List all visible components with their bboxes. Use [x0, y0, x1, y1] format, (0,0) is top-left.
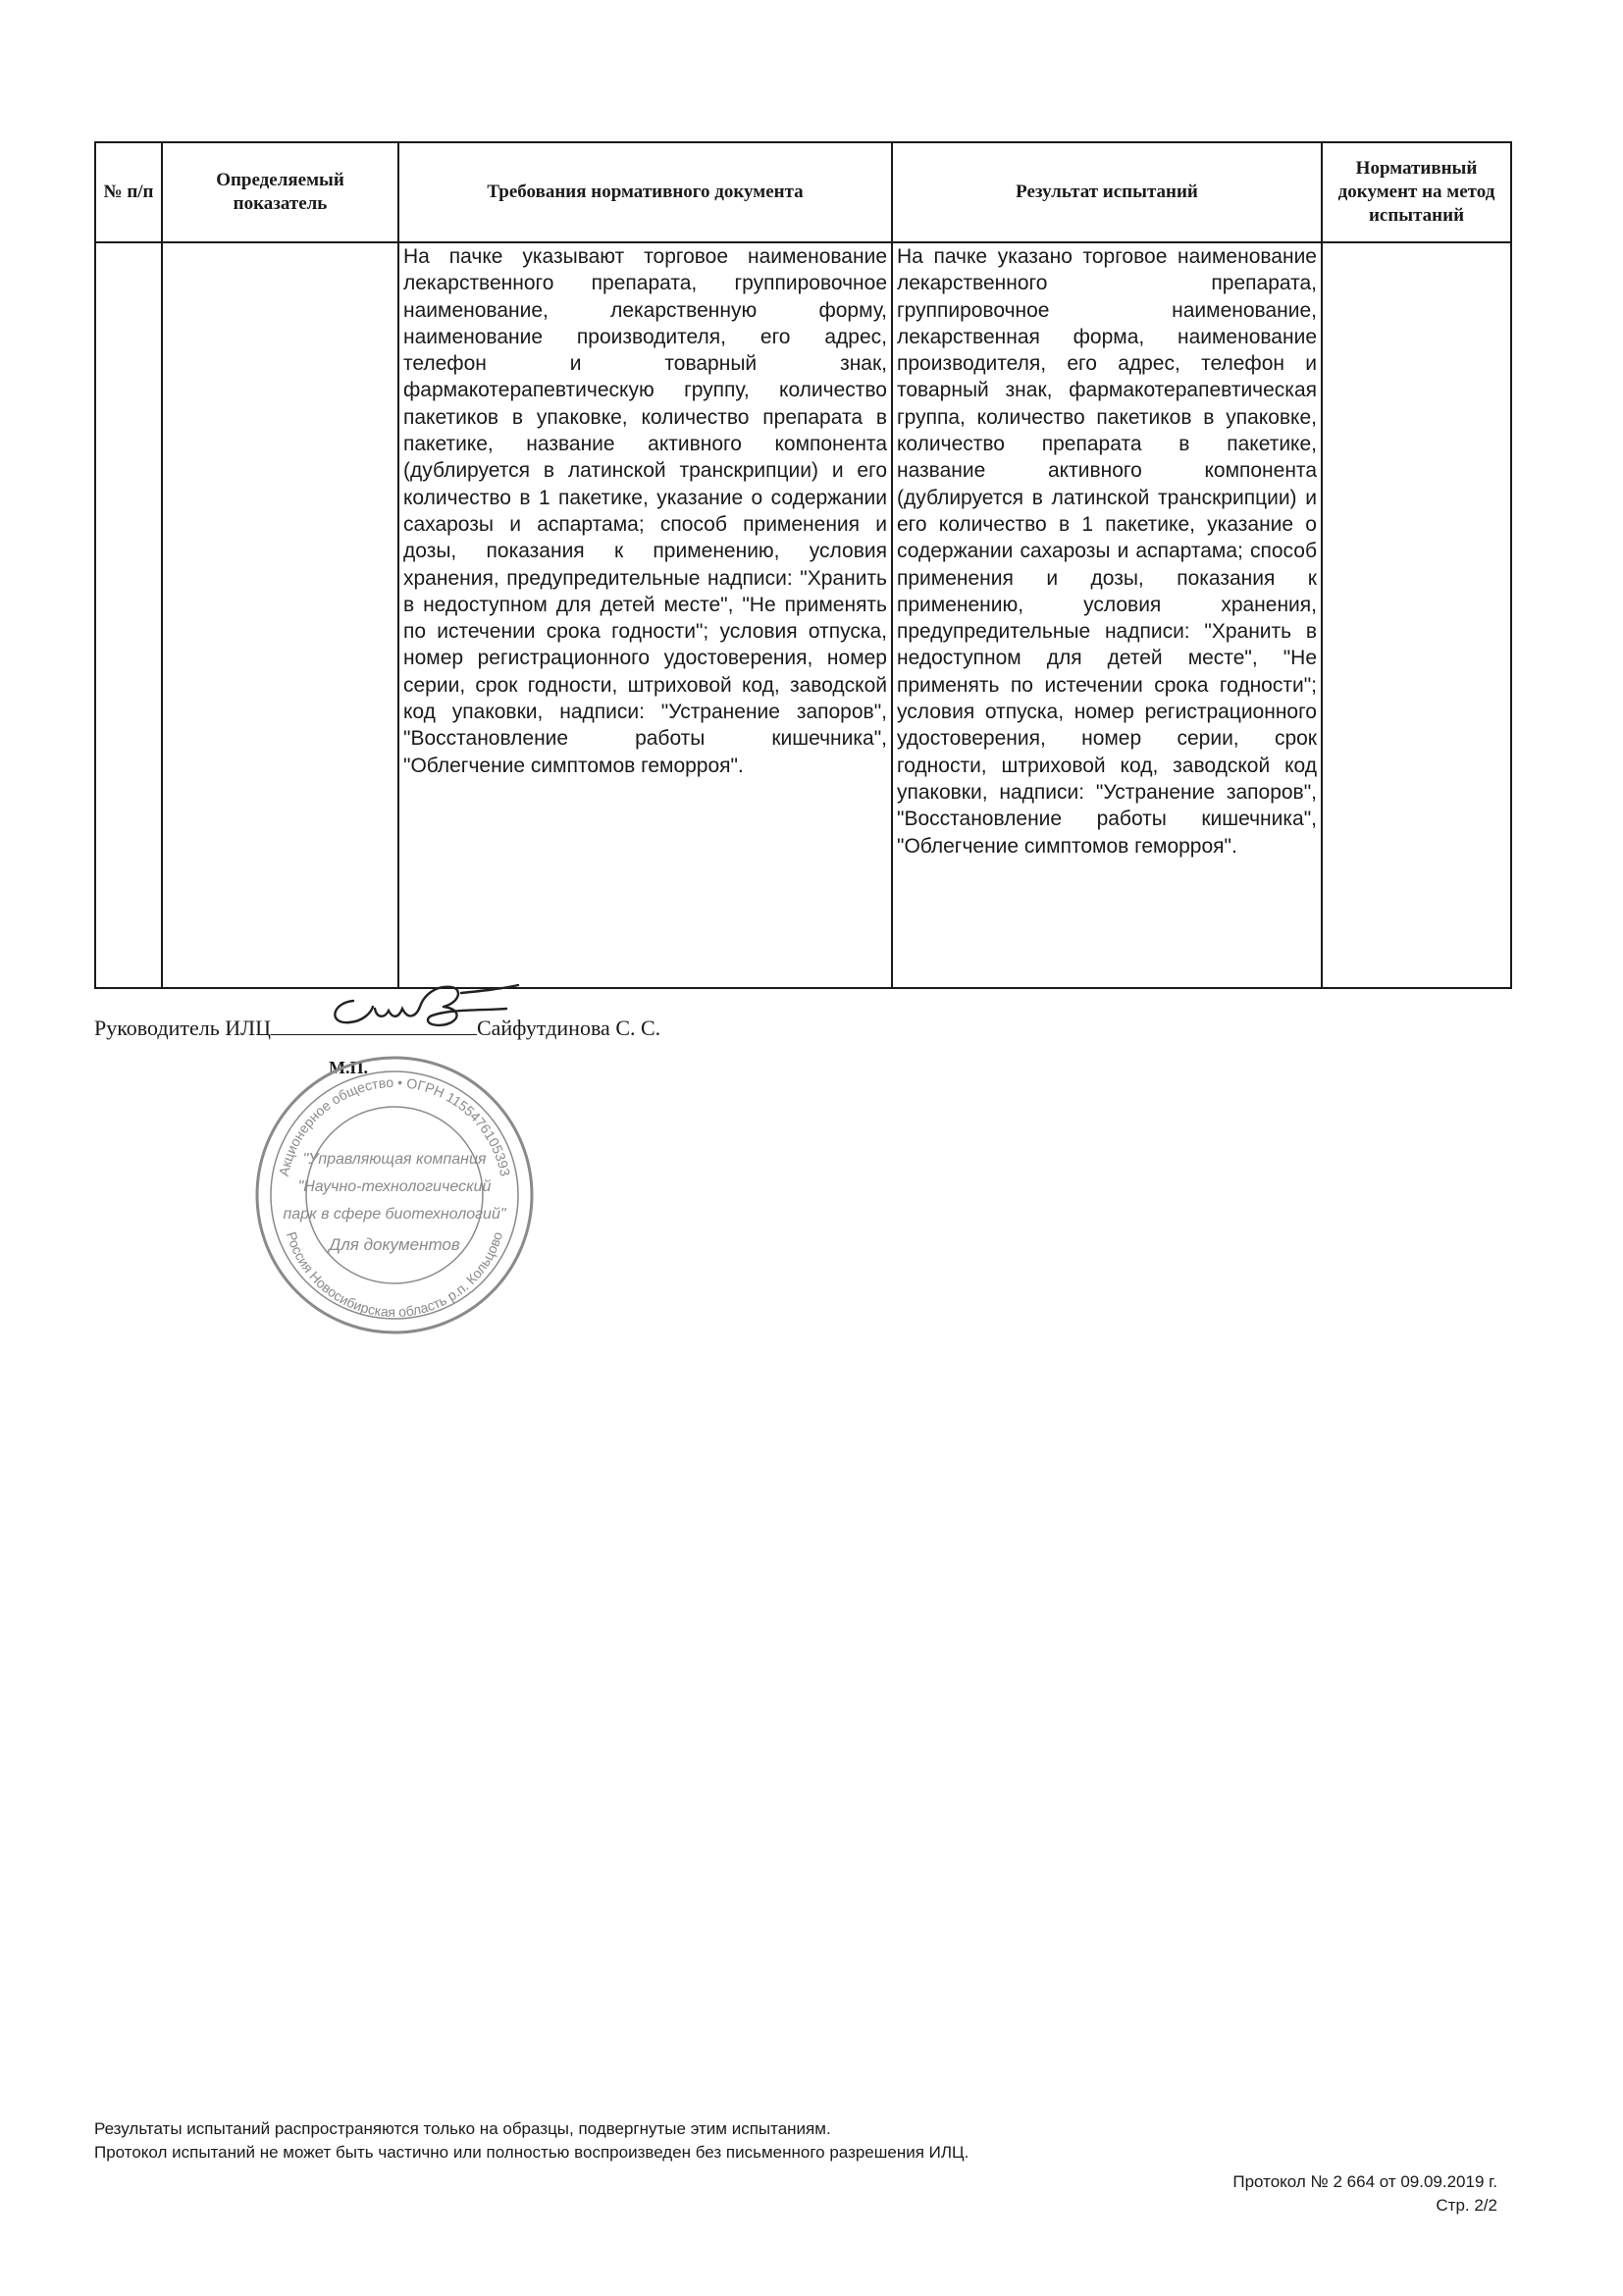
stamp-bottom-text: Для документов — [329, 1235, 460, 1254]
seal-stamp — [247, 1048, 542, 1342]
cell-method — [1322, 242, 1511, 988]
stamp-inner-line-1: "Управляющая компания — [302, 1151, 487, 1168]
signoff-name: Сайфутдинова С. С. — [476, 1016, 661, 1040]
table-row — [95, 242, 1511, 988]
header-indicator: Определяемый показатель — [162, 142, 398, 242]
stamp-outer-top: Акционерное общество • ОГРН 1155476105393 — [275, 1073, 514, 1178]
header-requirements: Требования нормативного документа — [398, 142, 892, 242]
footer-note-1: Результаты испытаний распространяются только на образцы, подвергнутые этим испытаниям. — [94, 2119, 831, 2138]
cell-result: На пачке указано торговое наименование лекарственного препарата, группировочное наименование, лекарственная форма, наименование производителя, его адрес, телефон и товарный знак, фармакотерапевтическая группа, количество пакетиков в упаковке, количество препарата в пакетике, название активного компонента (дублируется в латинской транскрипции) и его количество в 1 пакетике, указание о содержании сахарозы и аспартама; способ применения и дозы, показания к применению, условия хранения, предупредительные надписи: "Хранить в недоступном для детей месте", "Не применять по истечении срока годности"; условия отпуска, номер регистрационного удостоверения, номер серии, срок годности, штриховой код, заводской код упаковки, надписи: "Устранение запоров", "Восстановление работы кишечника", "Облегчение симптомов геморроя". — [892, 242, 1322, 988]
cell-indicator — [162, 242, 398, 988]
footer-note-2: Протокол испытаний не может быть частично или полностью воспроизведен без письменного разрешения ИЛЦ. — [94, 2143, 969, 2162]
stamp-inner-line-3: парк в сфере биотехнологий" — [283, 1206, 506, 1223]
table-header-row — [95, 142, 1511, 242]
header-num: № п/п — [95, 142, 162, 242]
stamp-outer-bottom: Россия Новосибирская область р.п. Кольцово — [283, 1229, 506, 1321]
results-table — [94, 141, 1512, 989]
header-result: Результат испытаний — [892, 142, 1322, 242]
handwritten-signature — [314, 973, 530, 1032]
mp-label: М.П. — [329, 1058, 368, 1077]
header-method: Нормативный документ на метод испытаний — [1322, 142, 1511, 242]
cell-num — [95, 242, 162, 988]
protocol-number: Протокол № 2 664 от 09.09.2019 г. — [1232, 2172, 1497, 2191]
cell-requirements: На пачке указывают торговое наименование лекарственного препарата, группировочное наименование, лекарственную форму, наименование производителя, его адрес, телефон и товарный знак, фармакотерапевтическую группу, количество пакетиков в упаковке, количество препарата в пакетике, название активного компонента (дублируется в латинской транскрипции) и его количество в 1 пакетике, указание о содержании сахарозы и аспартама; способ применения и дозы, показания к применению, условия хранения, предупредительные надписи: "Хранить в недоступном для детей месте", "Не применять по истечении срока годности"; условия отпуска, номер регистрационного удостоверения, номер серии, срок годности, штриховой код, заводской код упаковки, надписи: "Устранение запоров", "Восстановление работы кишечника", "Облегчение симптомов геморроя". — [398, 242, 892, 988]
page-number: Стр. 2/2 — [1436, 2196, 1497, 2215]
stamp-inner-line-2: "Научно-технологический — [297, 1178, 492, 1195]
signoff-role: Руководитель ИЛЦ — [94, 1016, 271, 1040]
